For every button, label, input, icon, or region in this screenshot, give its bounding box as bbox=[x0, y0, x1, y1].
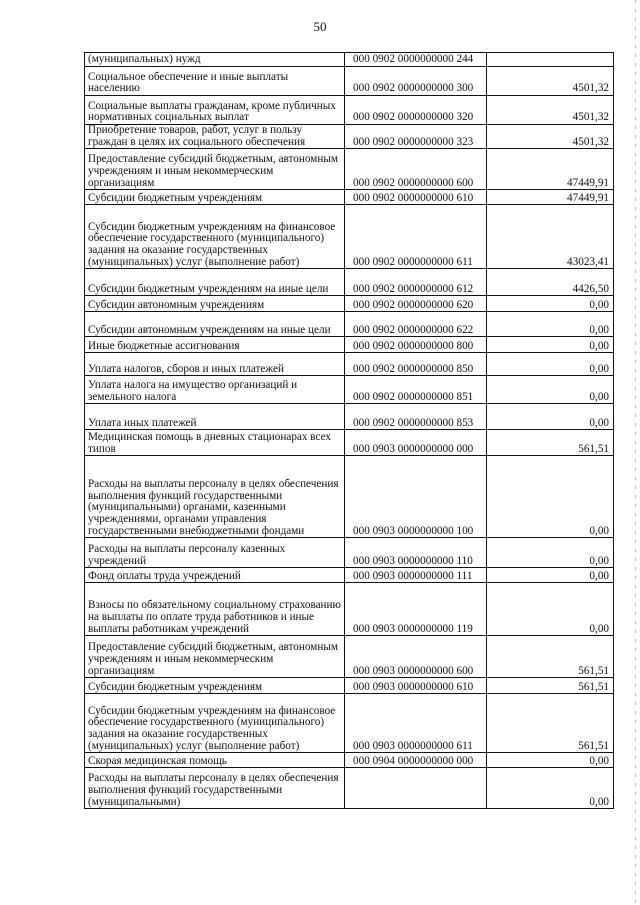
row-amount: 47449,91 bbox=[487, 149, 614, 190]
table-row bbox=[85, 296, 614, 312]
row-name: Взносы по обязательному социальному страхованию на выплаты по оплате труда работников и иные выплаты работникам учреждений bbox=[85, 583, 345, 636]
table-row bbox=[85, 456, 614, 538]
table-body bbox=[85, 53, 614, 809]
row-amount: 0,00 bbox=[487, 768, 614, 809]
row-name: Уплата налогов, сборов и иных платежей bbox=[85, 353, 345, 376]
row-name: Уплата иных платежей bbox=[85, 404, 345, 430]
row-amount: 0,00 bbox=[487, 568, 614, 583]
row-name: Субсидии бюджетным учреждениям на финансовое обеспечение государственного (муниципального) задания на оказание государственных (муниципальных) услуг (выполнение работ) bbox=[85, 205, 345, 269]
table-row bbox=[85, 583, 614, 636]
table-row bbox=[85, 205, 614, 269]
row-name: Субсидии бюджетным учреждениям на финансовое обеспечение государственного (муниципального) задания на оказание государственных (муниципальных) услуг (выполнение работ) bbox=[85, 694, 345, 753]
row-code: 000 0903 0000000000 100 bbox=[345, 456, 487, 538]
table-row bbox=[85, 430, 614, 456]
row-amount: 0,00 bbox=[487, 312, 614, 337]
row-amount: 561,51 bbox=[487, 636, 614, 678]
row-code: 000 0903 0000000000 110 bbox=[345, 538, 487, 568]
row-name: Субсидии бюджетным учреждениям на иные цели bbox=[85, 269, 345, 296]
row-code: 000 0902 0000000000 610 bbox=[345, 190, 487, 205]
row-code: 000 0902 0000000000 853 bbox=[345, 404, 487, 430]
row-name: Скорая медицинская помощь bbox=[85, 753, 345, 768]
table-row bbox=[85, 678, 614, 694]
row-amount: 0,00 bbox=[487, 296, 614, 312]
row-amount: 0,00 bbox=[487, 583, 614, 636]
row-code: 000 0902 0000000000 851 bbox=[345, 376, 487, 404]
row-amount: 4501,32 bbox=[487, 67, 614, 96]
page-number: 50 bbox=[313, 19, 327, 34]
row-code: 000 0903 0000000000 611 bbox=[345, 694, 487, 753]
row-code: 000 0903 0000000000 119 bbox=[345, 583, 487, 636]
row-name: Субсидии бюджетным учреждениям bbox=[85, 190, 345, 205]
row-code: 000 0903 0000000000 000 bbox=[345, 430, 487, 456]
row-amount: 0,00 bbox=[487, 353, 614, 376]
row-code: 000 0902 0000000000 323 bbox=[345, 125, 487, 149]
row-code: 000 0902 0000000000 612 bbox=[345, 269, 487, 296]
table-row bbox=[85, 269, 614, 296]
table-row bbox=[85, 768, 614, 809]
budget-table bbox=[84, 52, 614, 809]
table-row bbox=[85, 96, 614, 125]
row-name: Расходы на выплаты персоналу казенных учреждений bbox=[85, 538, 345, 568]
table-row bbox=[85, 149, 614, 190]
row-amount bbox=[487, 53, 614, 67]
row-code: 000 0903 0000000000 600 bbox=[345, 636, 487, 678]
table-row bbox=[85, 568, 614, 583]
row-amount: 4501,32 bbox=[487, 125, 614, 149]
table-row bbox=[85, 67, 614, 96]
table-row bbox=[85, 538, 614, 568]
row-name: Медицинская помощь в дневных стационарах всех типов bbox=[85, 430, 345, 456]
row-name: Субсидии автономным учреждениям на иные цели bbox=[85, 312, 345, 337]
row-code bbox=[345, 768, 487, 809]
row-name: Субсидии автономным учреждениям bbox=[85, 296, 345, 312]
row-amount: 0,00 bbox=[487, 404, 614, 430]
row-name: Уплата налога на имущество организаций и земельного налога bbox=[85, 376, 345, 404]
row-amount: 0,00 bbox=[487, 753, 614, 768]
row-code: 000 0902 0000000000 300 bbox=[345, 67, 487, 96]
table-row bbox=[85, 636, 614, 678]
row-name: Предоставление субсидий бюджетным, автономным учреждениям и иным некоммерческим организациям bbox=[85, 149, 345, 190]
row-amount: 0,00 bbox=[487, 376, 614, 404]
scan-edge-marks bbox=[635, 0, 636, 905]
row-name: Приобретение товаров, работ, услуг в пользу граждан в целях их социального обеспечения bbox=[85, 125, 345, 149]
row-code: 000 0902 0000000000 320 bbox=[345, 96, 487, 125]
row-amount: 561,51 bbox=[487, 678, 614, 694]
table-row bbox=[85, 53, 614, 67]
table-row bbox=[85, 694, 614, 753]
table-row bbox=[85, 376, 614, 404]
table-row bbox=[85, 190, 614, 205]
row-name: (муниципальных) нужд bbox=[85, 53, 345, 67]
row-name: Расходы на выплаты персоналу в целях обеспечения выполнения функций государственными (муниципальными) органами, казенными учреждениями, органами управления государственными внебюджетными фондами bbox=[85, 456, 345, 538]
row-amount: 4426,50 bbox=[487, 269, 614, 296]
table-row bbox=[85, 337, 614, 353]
row-amount: 0,00 bbox=[487, 538, 614, 568]
row-code: 000 0903 0000000000 111 bbox=[345, 568, 487, 583]
table-row bbox=[85, 312, 614, 337]
row-amount: 47449,91 bbox=[487, 190, 614, 205]
row-code: 000 0903 0000000000 610 bbox=[345, 678, 487, 694]
row-name: Субсидии бюджетным учреждениям bbox=[85, 678, 345, 694]
row-code: 000 0902 0000000000 600 bbox=[345, 149, 487, 190]
row-code: 000 0902 0000000000 622 bbox=[345, 312, 487, 337]
table-row bbox=[85, 404, 614, 430]
row-code: 000 0902 0000000000 611 bbox=[345, 205, 487, 269]
row-amount: 0,00 bbox=[487, 337, 614, 353]
table-row bbox=[85, 353, 614, 376]
row-name: Социальные выплаты гражданам, кроме публичных нормативных социальных выплат bbox=[85, 96, 345, 125]
row-code: 000 0902 0000000000 850 bbox=[345, 353, 487, 376]
row-name: Предоставление субсидий бюджетным, автономным учреждениям и иным некоммерческим организациям bbox=[85, 636, 345, 678]
row-amount: 561,51 bbox=[487, 694, 614, 753]
table-row bbox=[85, 753, 614, 768]
row-name: Фонд оплаты труда учреждений bbox=[85, 568, 345, 583]
row-amount: 0,00 bbox=[487, 456, 614, 538]
row-amount: 43023,41 bbox=[487, 205, 614, 269]
row-code: 000 0902 0000000000 620 bbox=[345, 296, 487, 312]
row-name: Расходы на выплаты персоналу в целях обеспечения выполнения функций государственными (муниципальными) bbox=[85, 768, 345, 809]
row-amount: 561,51 bbox=[487, 430, 614, 456]
row-code: 000 0904 0000000000 000 bbox=[345, 753, 487, 768]
row-code: 000 0902 0000000000 800 bbox=[345, 337, 487, 353]
table-row bbox=[85, 125, 614, 149]
row-name: Социальное обеспечение и иные выплаты населению bbox=[85, 67, 345, 96]
row-name: Иные бюджетные ассигнования bbox=[85, 337, 345, 353]
row-amount: 4501,32 bbox=[487, 96, 614, 125]
row-code: 000 0902 0000000000 244 bbox=[345, 53, 487, 67]
